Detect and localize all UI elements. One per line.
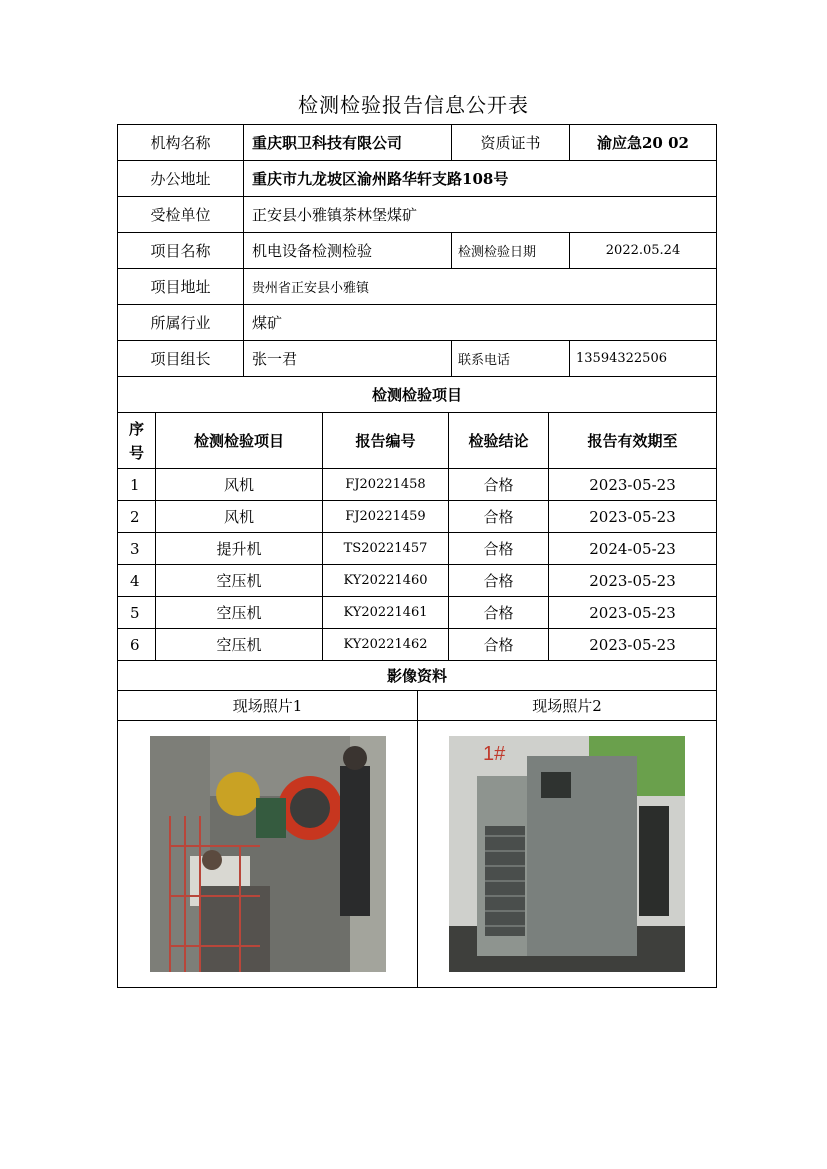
photo1-cell bbox=[118, 721, 418, 987]
item-report-no: KY20221460 bbox=[323, 565, 449, 596]
item-conclusion: 合格 bbox=[449, 533, 549, 564]
date-value: 2022.05.24 bbox=[605, 243, 681, 258]
photo-labels-row bbox=[117, 690, 717, 720]
item-row bbox=[117, 564, 717, 596]
items-body bbox=[117, 468, 717, 660]
org-label: 机构名称 bbox=[118, 125, 244, 160]
col-seq-header: 序号 bbox=[118, 413, 156, 468]
item-conclusion: 合格 bbox=[449, 597, 549, 628]
photos-row bbox=[117, 720, 717, 988]
item-name: 提升机 bbox=[156, 533, 323, 564]
project-address-value: 贵州省正安县小雅镇 bbox=[252, 281, 370, 296]
photo1-drawing bbox=[150, 736, 386, 972]
address-value: 重庆市九龙坡区渝州路华轩支路108号 bbox=[252, 170, 509, 188]
item-valid-until: 2023-05-23 bbox=[589, 571, 676, 590]
items-section-title: 检测检验项目 bbox=[371, 386, 462, 404]
item-seq: 1 bbox=[118, 469, 156, 500]
phone-value: 13594322506 bbox=[576, 351, 667, 366]
leader-value: 张一君 bbox=[244, 341, 452, 376]
item-report-no: KY20221461 bbox=[323, 597, 449, 628]
phone-label: 联系电话 bbox=[452, 341, 570, 376]
photo2-label: 现场照片2 bbox=[532, 697, 602, 715]
col-valid-header: 报告有效期至 bbox=[587, 432, 678, 450]
item-valid-until: 2023-05-23 bbox=[589, 635, 676, 654]
info-row-project-address bbox=[117, 268, 717, 304]
industry-value: 煤矿 bbox=[252, 314, 283, 332]
item-seq: 3 bbox=[118, 533, 156, 564]
item-report-no: FJ20221458 bbox=[323, 469, 449, 500]
cert-label: 资质证书 bbox=[452, 125, 570, 160]
info-row-industry bbox=[117, 304, 717, 340]
item-conclusion: 合格 bbox=[449, 469, 549, 500]
project-value: 机电设备检测检验 bbox=[244, 233, 452, 268]
item-report-no: KY20221462 bbox=[323, 629, 449, 660]
item-name: 空压机 bbox=[156, 565, 323, 596]
item-valid-until: 2023-05-23 bbox=[589, 507, 676, 526]
item-valid-until: 2024-05-23 bbox=[589, 539, 676, 558]
media-section-header bbox=[117, 660, 717, 690]
item-conclusion: 合格 bbox=[449, 565, 549, 596]
item-seq: 6 bbox=[118, 629, 156, 660]
items-section-header bbox=[117, 376, 717, 412]
inspected-label: 受检单位 bbox=[118, 197, 244, 232]
photo2-drawing bbox=[449, 736, 685, 972]
photo2-marking: 1# bbox=[483, 743, 506, 765]
item-conclusion: 合格 bbox=[449, 629, 549, 660]
info-row-address bbox=[117, 160, 717, 196]
cert-value: 渝应急20 02 bbox=[597, 134, 689, 152]
col-item-header: 检测检验项目 bbox=[156, 413, 323, 468]
project-address-label: 项目地址 bbox=[118, 269, 244, 304]
date-label: 检测检验日期 bbox=[452, 233, 570, 268]
address-label: 办公地址 bbox=[118, 161, 244, 196]
item-report-no: TS20221457 bbox=[323, 533, 449, 564]
inspected-value: 正安县小雅镇茶林堡煤矿 bbox=[252, 206, 418, 224]
report-table bbox=[117, 124, 717, 988]
item-name: 风机 bbox=[156, 469, 323, 500]
item-report-no: FJ20221459 bbox=[323, 501, 449, 532]
media-section-title: 影像资料 bbox=[386, 667, 447, 685]
org-value: 重庆职卫科技有限公司 bbox=[244, 125, 452, 160]
col-conclusion-header: 检验结论 bbox=[449, 413, 549, 468]
photo2-compressor-image bbox=[449, 736, 685, 972]
item-name: 风机 bbox=[156, 501, 323, 532]
item-name: 空压机 bbox=[156, 597, 323, 628]
item-seq: 2 bbox=[118, 501, 156, 532]
item-row bbox=[117, 628, 717, 660]
items-header-row bbox=[117, 412, 717, 468]
col-report-no-header: 报告编号 bbox=[323, 413, 449, 468]
industry-label: 所属行业 bbox=[118, 305, 244, 340]
item-seq: 4 bbox=[118, 565, 156, 596]
info-row-leader bbox=[117, 340, 717, 376]
info-row-project bbox=[117, 232, 717, 268]
leader-label: 项目组长 bbox=[118, 341, 244, 376]
page-title: 检测检验报告信息公开表 bbox=[298, 93, 529, 117]
item-row bbox=[117, 596, 717, 628]
item-row bbox=[117, 500, 717, 532]
project-label: 项目名称 bbox=[118, 233, 244, 268]
item-seq: 5 bbox=[118, 597, 156, 628]
item-name: 空压机 bbox=[156, 629, 323, 660]
item-row bbox=[117, 468, 717, 500]
item-valid-until: 2023-05-23 bbox=[589, 603, 676, 622]
photo2-cell bbox=[418, 721, 716, 987]
photo1-label: 现场照片1 bbox=[118, 691, 418, 720]
photo1-hoist-room-image bbox=[150, 736, 386, 972]
item-conclusion: 合格 bbox=[449, 501, 549, 532]
info-row-org bbox=[117, 124, 717, 160]
item-valid-until: 2023-05-23 bbox=[589, 475, 676, 494]
info-row-inspected bbox=[117, 196, 717, 232]
item-row bbox=[117, 532, 717, 564]
